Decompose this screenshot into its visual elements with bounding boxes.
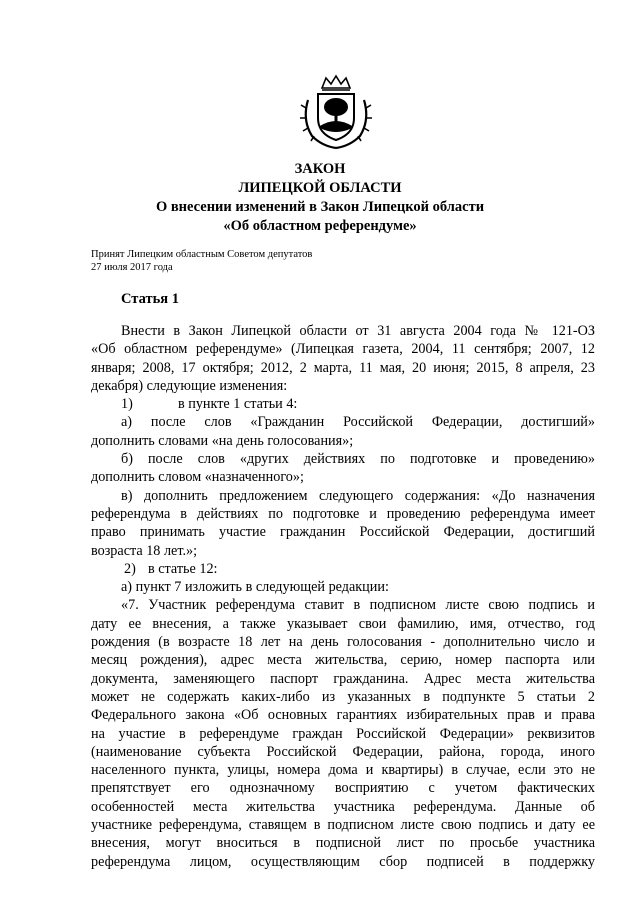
body-line: (наименование субъекта Российской Федерации, района, города, иного xyxy=(91,743,595,760)
list-item xyxy=(91,560,595,578)
body-line: право принимать участие гражданин Российской Федерации, достигший xyxy=(91,524,595,541)
law-region: ЛИПЕЦКОЙ ОБЛАСТИ xyxy=(238,180,402,196)
law-subtitle: О внесении изменений в Закон Липецкой области xyxy=(155,199,485,215)
body-line: января; 2008, 17 октября; 2012, 2 марта, 11 мая, 20 июня; 2015, 8 апреля, 23 xyxy=(91,359,595,376)
body-line: месяц рождения), адрес места жительства, серию, номер паспорта или xyxy=(91,652,595,669)
body-line: декабря) следующие изменения: xyxy=(91,377,288,394)
body-line: внесения, могут вноситься в подписной лист по просьбе участника xyxy=(91,835,595,852)
body-line: участнике референдума, ставящем в подписном листе свою подпись и дату ее xyxy=(91,817,595,834)
body-line: населенного пункта, улицы, номера дома и квартиры) в случае, если это не xyxy=(91,762,595,779)
body-line: «Об областном референдуме» (Липецкая газета, 2004, 11 сентября; 2007, 12 xyxy=(91,341,595,358)
body-line: препятствует его однозначному восприятию с учетом фактических xyxy=(91,780,595,797)
law-title-block xyxy=(0,160,640,236)
body-line: дату ее внесения, а также указывает свои фамилию, имя, отчество, год xyxy=(91,615,595,632)
article-body xyxy=(91,322,595,871)
body-line: особенностей места жительства участника референдума. Данные об xyxy=(91,798,595,815)
body-line: референдума лицом, осуществляющим сбор подписей в поддержку xyxy=(91,853,595,870)
body-line: дополнить словом «назначенного»; xyxy=(91,469,304,486)
body-line: Федерального закона «Об основных гарантиях избирательных прав и права xyxy=(91,707,595,724)
list-number: 2) xyxy=(124,560,136,577)
body-line: документа, заменяющего паспорт гражданина. Адрес места жительства xyxy=(91,670,595,687)
body-line: «7. Участник референдума ставит в подписном листе свою подпись и xyxy=(121,597,595,614)
adoption-info xyxy=(91,248,312,274)
list-number: 1) xyxy=(121,396,133,413)
body-line: на участие в референдуме граждан Российской Федерации» реквизитов xyxy=(91,725,595,742)
list-item xyxy=(91,395,595,413)
body-line: возраста 18 лет.»; xyxy=(91,542,198,559)
body-line: может не содержать каких-либо из указанных в подпункте 5 статьи 2 xyxy=(91,688,595,705)
body-line: а) пункт 7 изложить в следующей редакции: xyxy=(121,579,389,596)
body-line: референдума в действиях по подготовке и проведению референдума имеет xyxy=(91,505,595,522)
lipetsk-coat-of-arms-icon xyxy=(300,74,372,150)
list-text: в пункте 1 статьи 4: xyxy=(178,396,298,413)
adoption-date: 27 июля 2017 года xyxy=(91,262,173,273)
law-title: ЗАКОН xyxy=(294,161,346,177)
list-text: в статье 12: xyxy=(148,560,218,577)
body-line: б) после слов «других действиях по подготовке и проведению» xyxy=(121,451,595,468)
law-subtitle-name: «Об областном референдуме» xyxy=(223,218,417,234)
body-line: а) после слов «Гражданин Российской Федерации, достигший» xyxy=(121,414,595,431)
body-line: дополнить словами «на день голосования»; xyxy=(91,432,354,449)
adoption-body: Принят Липецким областным Советом депутатов xyxy=(91,249,313,260)
body-line: Внести в Закон Липецкой области от 31 августа 2004 года № 121-ОЗ xyxy=(121,323,595,339)
body-line: в) дополнить предложением следующего содержания: «До назначения xyxy=(121,487,595,504)
article-heading: Статья 1 xyxy=(121,291,179,307)
body-line: рождения (в возрасте 18 лет на день голосования - дополнительно число и xyxy=(91,634,595,651)
